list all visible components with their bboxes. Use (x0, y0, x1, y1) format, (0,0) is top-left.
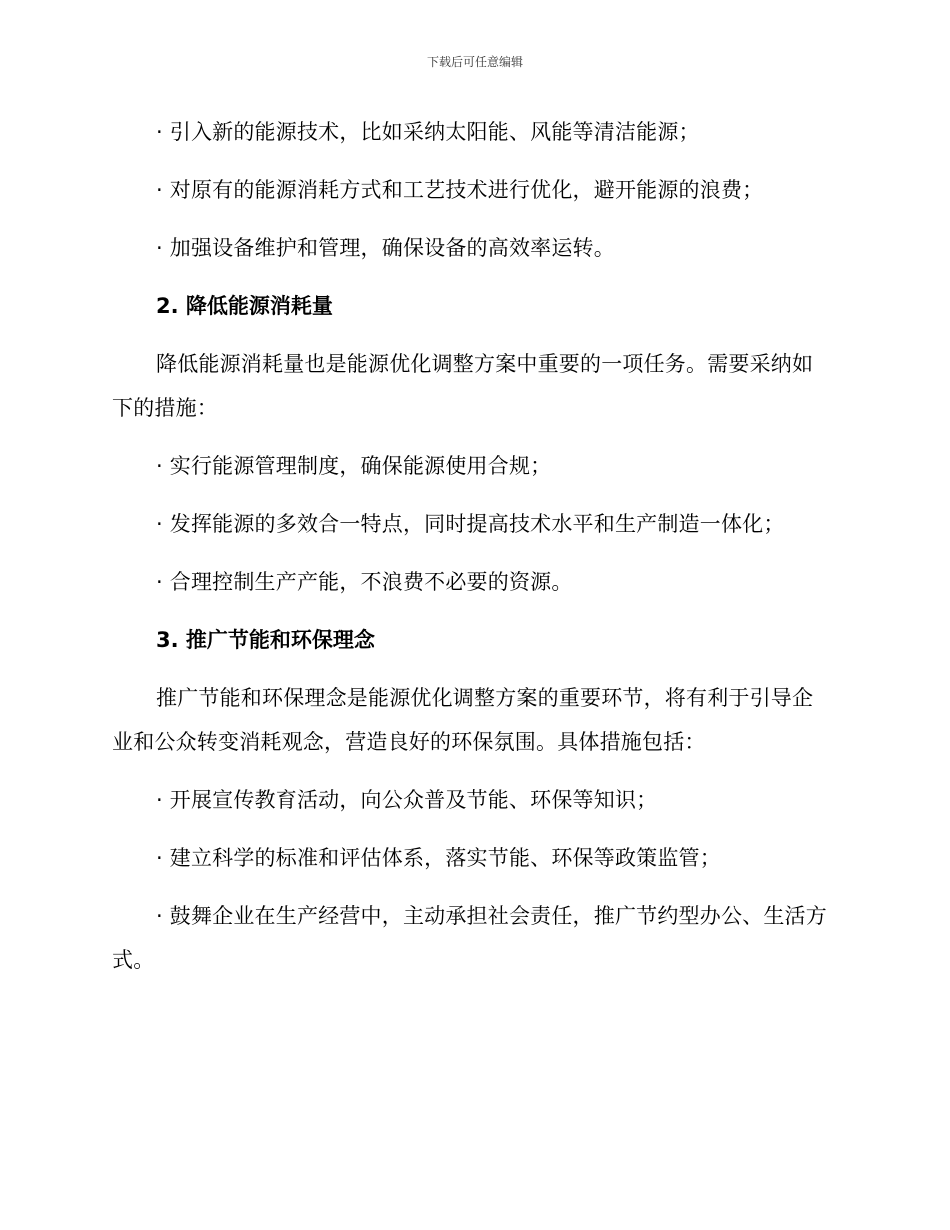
section-3-intro: 推广节能和环保理念是能源优化调整方案的重要环节，将有利于引导企业和公众转变消耗观念，营造良好的环保氛围。具体措施包括： (112, 686, 814, 754)
page-header-note: 下载后可任意编辑 (426, 55, 523, 69)
bullet-item: · 加强设备维护和管理，确保设备的高效率运转。 (156, 236, 615, 260)
section-heading-3: 3. 推广节能和环保理念 (156, 628, 375, 652)
bullet-item: · 鼓舞企业在生产经营中，主动承担社会责任，推广节约型办公、生活方式。 (112, 904, 827, 972)
section-2-intro: 降低能源消耗量也是能源优化调整方案中重要的一项任务。需要采纳如下的措施： (112, 352, 814, 420)
bullet-item: · 发挥能源的多效合一特点，同时提高技术水平和生产制造一体化； (156, 512, 785, 536)
bullet-item: · 引入新的能源技术，比如采纳太阳能、风能等清洁能源； (156, 120, 700, 144)
bullet-item: · 对原有的能源消耗方式和工艺技术进行优化，避开能源的浪费； (156, 178, 764, 202)
bullet-item: · 合理控制生产产能，不浪费不必要的资源。 (156, 570, 573, 594)
section-heading-2: 2. 降低能源消耗量 (156, 294, 333, 318)
document-body (112, 110, 832, 996)
bullet-item: · 实行能源管理制度，确保能源使用合规； (156, 454, 552, 478)
bullet-item: · 建立科学的标准和评估体系，落实节能、环保等政策监管； (156, 846, 721, 870)
bullet-item: · 开展宣传教育活动，向公众普及节能、环保等知识； (156, 788, 658, 812)
